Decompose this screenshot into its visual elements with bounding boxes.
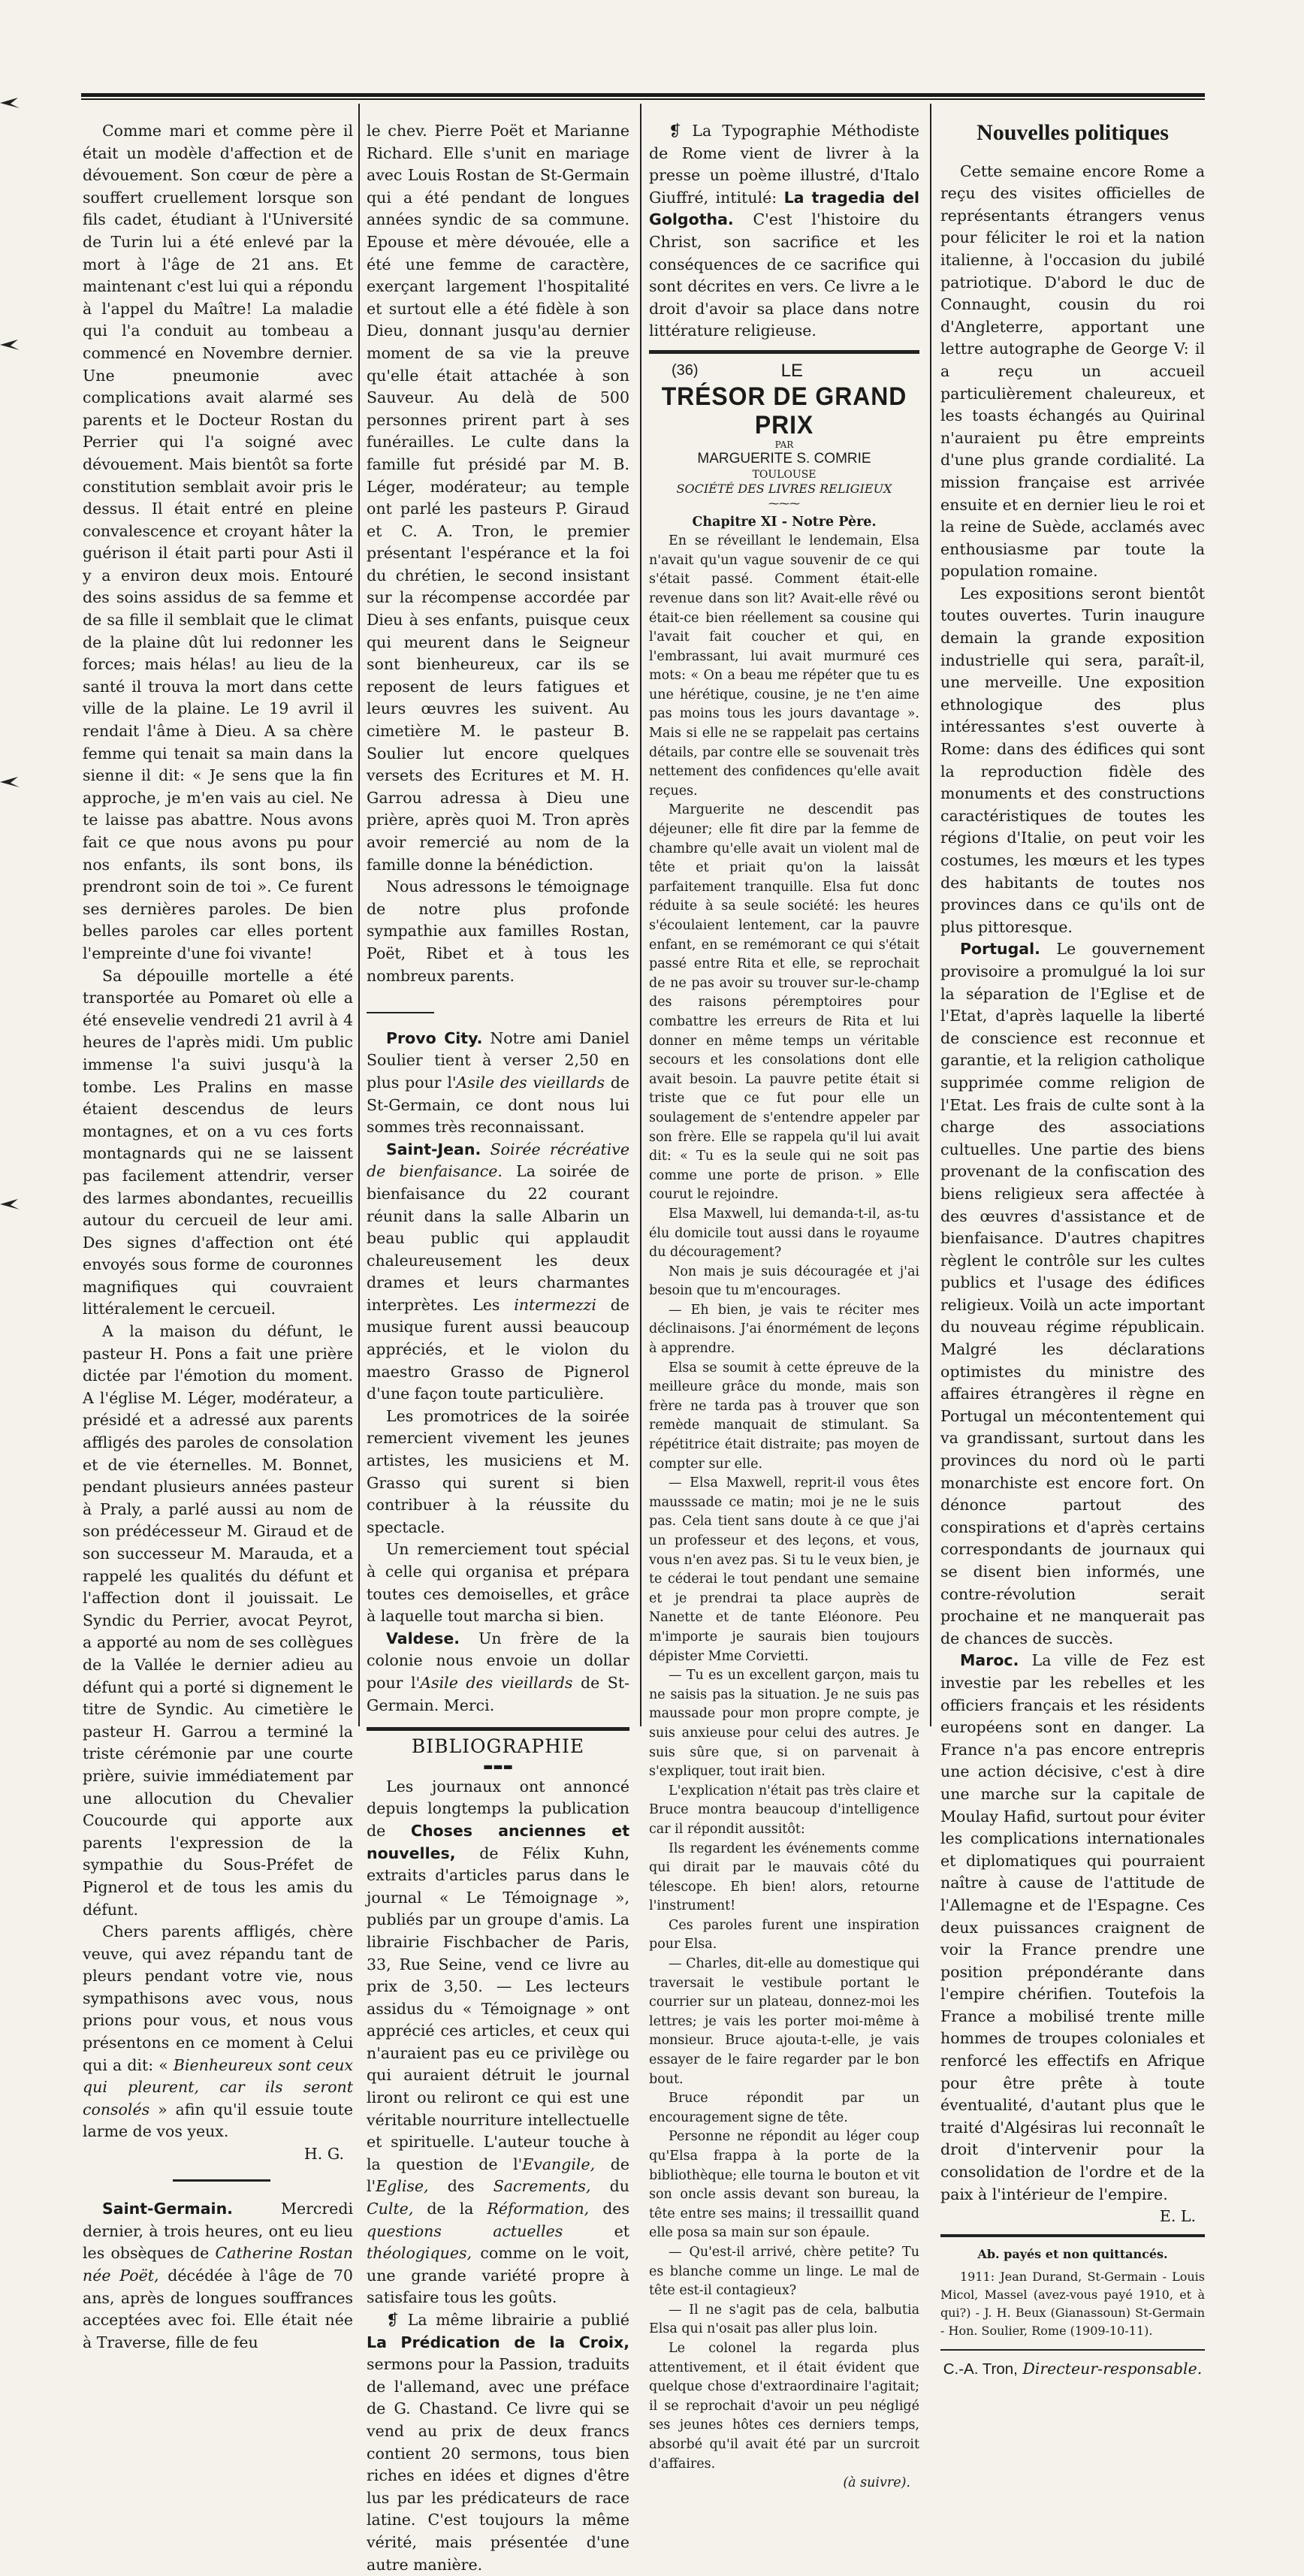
to-be-continued: (à suivre). (843, 2475, 910, 2491)
byline-par: PAR (774, 439, 794, 450)
text-italic: questions actuelles (367, 2221, 563, 2240)
text-italic: Asile des vieillards (420, 1673, 573, 1692)
text-italic: Evangile, (522, 2155, 596, 2173)
column-divider (358, 104, 360, 1726)
serial-paragraph: En se réveillant le lendemain, Elsa n'avait qu'un vague souvenir de ce qui s'était passé. Comment était-elle revenue dans son lit? Avait-elle rêvé ou était-ce bien réellement sa cousine qui l'avait fait coucher et qui, en l'embrassant, lui avait murmuré ces mots: « On a beau me répéter que tu es une hérétique, cousine, je ne t'en aime pas moins tous les jours davantage ». Mais si elle ne se rappelait pas certains détails, par contre elle se souvenait très nettement des confidences qu'elle avait reçues. (649, 533, 919, 799)
text-run: Les journaux ont annoncé depuis longtemps la publication de (367, 1777, 629, 1840)
director-role: Directeur-responsable. (1022, 2360, 1203, 2378)
text-italic: Eglise, (376, 2177, 429, 2196)
serial-paragraph: — Eh bien, je vais te réciter mes déclinaisons. J'ai énormément de leçons à apprendre. (649, 1302, 919, 1357)
text-italic: Culte, (367, 2200, 414, 2218)
director-name: C.-A. Tron, (943, 2360, 1018, 2378)
text-run: Notre ami Daniel Soulier tient à verser 2,50 en plus pour l' (367, 1028, 629, 1092)
serial-paragraph: Le colonel la regarda plus attentivement, et il était évident que quelque chose d'extraordinaire l'agitait; il se reprochait d'avoir un peu négligé ses jeunes hôtes ces derniers temps, absorbé qu'il avait été par un surcroit d'affaires. (649, 2340, 919, 2472)
serial-article: LE (780, 360, 803, 381)
serial-paragraph: — Charles, dit-elle au domestique qui traversait le vestibule portant le courrier sur un plateau, donnez-moi les lettres; je vais les porter moi-même à monsieur. Bruce ajouta-t-elle, je vais essayer de le faire regarder par le bon bout. (649, 1956, 919, 2087)
section-rule (940, 2234, 1205, 2237)
text-run: La ville de Fez est investie par les rebelles et les officiers français et les résidents européens sont en danger. La France n'a pas encore entrepris une action décisive, c'est à dire une marche sur la capitale de Moulay Hafid, surtout pour éviter les complications internationales et diplomatiques qui pourraient naître à cause de l'attitude de l'Allemagne et de l'Espagne. Ces deux puissances craignent de voir la France prendre une position prépondérante dans l'empire chérifien. Toutefois la France a mobilisé trente mille hommes de troupes coloniales et renforcé les effectifs en Afrique pour être prête à toute éventualité, d'autant plus que le traité d'Algésiras lui reconnaît le droit d'intervenir pour la consolidation de l'ordre et de la paix à l'intérieur de l'empire. (940, 1651, 1205, 2203)
serial-paragraph: Personne ne répondit au léger coup qu'Elsa frappa à la porte de la bibliothèque; elle tourna le bouton et vit son oncle assis devant son bureau, la tête entre ses mains; il tressaillit quand elle posa sa main sur son épaule. (649, 2129, 919, 2241)
serial-paragraph: Bruce répondit par un encouragement signe de tête. (649, 2091, 919, 2125)
event-title: Soirée récréative de bienfaisance. (367, 1140, 629, 1181)
serial-header (672, 360, 803, 382)
section-title: Nouvelles politiques (976, 120, 1169, 145)
binding-mark-icon (0, 1196, 23, 1213)
serial-paragraph: — Elsa Maxwell, reprit-il vous êtes mausssade ce matin; moi je ne le suis pas. Cela tient sans doute à ce que j'ai un professeur et des leçons, et vous, vous n'en avez pas. Si tu le veux bien, je te céderai le tout pendant une semaine et je prendrai ta place auprès de Nanette et de tante Eléonore. Peu m'importe je saurais bien toujours dépister Mme Corvietti. (649, 1475, 919, 1664)
text-run: de l' (367, 2155, 629, 2196)
text-italic: théologiques, (367, 2244, 472, 2263)
news-paragraph: Cette semaine encore Rome a reçu des visites officielles de représentants étrangers venus pour féliciter le roi et la nation italienne, à l'occasion du jubilé patriotique. D'abord le duc de Connaught, cousin du roi d'Angleterre, apportant une lettre autographe de George V: il a reçu un accueil particulièrement chaleureux, et les toasts échangés au Quirinal n'auraient pu être empreints d'une plus grande cordialité. La mission française est arrivée ensuite et en dernier lieu le roi et la reine de Suède, acclamés avec enthousiasme par toute la population romaine. (940, 162, 1205, 581)
news-item (83, 2198, 353, 2354)
text-run: des (447, 2177, 475, 2196)
place-label: Saint-Jean. (386, 1140, 481, 1158)
place-label: Provo City. (386, 1028, 483, 1047)
text-run: C'est l'histoire du Christ, son sacrifice et les conséquences de ce sacrifice qui sont décrites en vers. Ce livre a le droit d'avoir sa place dans notre littérature religieuse. (649, 210, 919, 340)
text-run: La même librairie a publié (407, 2311, 629, 2329)
place-label: Valdese. (386, 1629, 460, 1647)
obituary-paragraph (83, 1921, 353, 2143)
country-label: Portugal. (960, 940, 1040, 959)
serial-paragraph: Elsa se soumit à cette épreuve de la meilleure grâce du monde, mais son frère ne tarda pas à trouver que son remède manquait de stimulant. Sa répétitrice était distraite; pas moyen de compter sur elle. (649, 1360, 919, 1472)
paragraph-mark-icon: ❡ (386, 2311, 400, 2329)
text-italic: Asile des vieillards (456, 1073, 605, 1092)
country-label: Maroc. (960, 1651, 1019, 1670)
obituary-paragraph: A la maison du défunt, le pasteur H. Pons a fait une prière dictée par l'émotion du moment. A l'église M. Léger, modérateur, a présidé et a adressé aux parents affligés des paroles de consolation et de vie éternelles. M. Bonnet, pendant plusieurs années pasteur à Praly, a parlé aussi au nom de son prédécesseur M. Giraud et de son successeur M. Marauda, et a rappelé les qualités du défunt et l'affection dont il jouissait. Le Syndic du Perrier, avocat Peyrot, a apporté au nom de ses collègues de la Vallée le dernier adieu au défunt qui a porté si dignement le titre de Syndic. Au cimetière le pasteur H. Garrou a terminé la triste cérémonie par une courte prière, suivie immédiatement par une allocution du Chevalier Coucourde qui apporte aux parents l'expression de la sympathie du Sous-Préfet de Pignerol et de tous les amis du défunt. (83, 1322, 353, 1919)
place-label: Saint-Germain. (102, 2200, 233, 2218)
serial-paragraph: — Il ne s'agit pas de cela, balbutia Elsa qui n'osait pas aller plus loin. (649, 2302, 919, 2337)
ornament-divider: ⁓⁓⁓ (768, 497, 800, 510)
obituary-paragraph: Sa dépouille mortelle a été transportée au Pomaret où elle a été ensevelie vendredi 21 avril à 4 heures de l'après midi. Um public immense l'a suivi jusqu'à la tombe. Les Pralins en masse étaient descendus de leurs montagnes, et on a vu ces forts montagnards qui ne se laissent pas facilement attendrir, verser des larmes abondantes, recueillis autour du cercueil de leur ami. Des signes d'affection ont été envoyés sous forme de couronnes magnifiques qui couvraient littéralement le cercueil. (83, 966, 353, 1318)
obituary-paragraph: Comme mari et comme père il était un modèle d'affection et de dévouement. Son cœur de père a souffert cruellement lorsque son fils cadet, étudiant à l'Université de Turin lui a été enlevé par la mort à l'âge de 21 ans. Et maintenant c'est lui qui a répondu à l'appel du Maître! La maladie qui l'a conduit au tombeau a commencé en Novembre dernier. Une pneumonie avec complications avait alarmé ses parents et le Docteur Rostan du Perrier qui l'a soigné avec dévouement. Mais bientôt sa forte constitution semblait avoir pris le dessus. Il était entré en pleine convalescence et croyant hâter la guérison il était parti pour Asti il y a environ deux mois. Entouré des soins assidus de sa femme et de sa fille il semblait que le climat de la plaine dût lui redonner les forces; mais hélas! au lieu de la santé il trouva la mort dans cette ville de la plaine. Le 19 avril il rendait l'âme à Dieu. A sa chère femme qui tenait sa main dans la sienne il dit: « Je sens que la fin approche, je m'en vais au ciel. Ne te laisse pas abattre. Nous avons fait ce que nous avons pu pour nos enfants, ils sont bons, ils prendront soin de toi ». Ce furent ses dernières paroles. De bien belles paroles car elles portent l'empreinte d'une foi vivante! (83, 122, 353, 962)
paragraph-mark-icon: ❡ (669, 122, 682, 140)
signature: E. L. (1159, 2207, 1196, 2226)
director-line (940, 2358, 1205, 2381)
column-4 (940, 120, 1205, 2381)
text-run: La soirée de bienfaisance du 22 courant réunit dans la salle Albarin un beau public qui applaudit chaleureusement les deux drames et leurs charmantes interprètes. Les (367, 1162, 629, 1314)
serial-city: TOULOUSE (752, 468, 817, 481)
text-run: de musique furent aussi beaucoup appréciés, et le violon du maestro Grasso de Pignerol d'une façon toute particulière. (367, 1295, 629, 1403)
serial-paragraph: Marguerite ne descendit pas déjeuner; elle fit dire par la femme de chambre qu'elle avait un violent mal de tête et priait qu'on la laissât parfaitement tranquille. Elsa fut donc réduite à sa seule société: les heures s'écoulaient lentement, car la pauvre enfant, en se remémorant ce qui s'était passé entre Rita et elle, se reprochait de ne pas avoir su trouver sur-le-champ des raisons péremptoires pour combattre les erreurs de Rita et lui donner en même temps un véritable secours et les consolations dont elle avait besoin. La pauvre petite était si triste que ce fut pour elle un soulagement de s'entendre appeler par son frère. Elle se rappela qu'il lui avait dit: « Tu es la seule qui ne soit pas comme une porte de prison. » Elle courut le rejoindre. (649, 802, 919, 1203)
serial-paragraph: Ces paroles furent une inspiration pour Elsa. (649, 1917, 919, 1952)
column-divider (640, 104, 641, 1726)
bibliography-paragraph (649, 120, 919, 343)
bibliography-heading: BIBLIOGRAPHIE (411, 1735, 585, 1758)
text-run: des (602, 2200, 629, 2218)
top-rule-thin (81, 98, 1205, 100)
binding-mark-icon (0, 774, 23, 790)
book-title: Choses anciennes et nouvelles, (367, 1821, 629, 1862)
text-italic: Réformation, (487, 2200, 590, 2218)
serial-paragraph: L'explication n'était pas très claire et Bruce montra beaucoup d'intelligence car il répondit aussitôt: (649, 1783, 919, 1837)
chapter-heading: Chapitre XI - Notre Père. (692, 514, 877, 530)
bibliography-paragraph (367, 1776, 629, 2309)
text-run: comme on le voit, une grande variété propre à satisfaire tous les goûts. (367, 2244, 629, 2307)
section-separator (173, 2169, 353, 2191)
book-title: La Prédication de la Croix, (367, 2333, 629, 2351)
text-run: La Typographie Méthodiste de Rome vient de livrer à la presse un poème illustré, d'Italo Giuffré, intitulé: (649, 122, 919, 207)
news-paragraph: Les expositions seront bientôt toutes ouvertes. Turin inaugure demain la grande exposition industrielle qui sera, paraît-il, une merveille. Une exposition ethnologique des plus intéressantes s'est ouverte à Rome: dans des édifices qui sont la reproduction fidèle des monuments et des constructions caractéristiques de toutes les régions d'Italie, on peut voir les costumes, les mœurs et les types des habitants de toutes nos provinces dans ce qu'ils ont de plus pittoresque. (940, 584, 1205, 936)
text-run: Le gouvernement provisoire a promulgué la loi sur la séparation de l'Eglise et de l'Etat, d'après laquelle la liberté de conscience est reconnue et garantie, et la religion catholique supprimée comme religion de l'Etat. Les frais de culte sont à la charge des associations cultuelles. Une partie des biens provenant de la confiscation des biens religieux sera affectée à des œuvres d'assistance et de bienfaisance. D'autres chapitres règlent le contrôle sur les cultes publics et l'usage des édifices religieux. Voilà un acte important du nouveau régime républicain. Malgré les déclarations optimistes du ministre des affaires étrangères il règne en Portugal un mécontentement qui va grandissant, surtout dans les provinces du nord où le parti monarchiste est encore fort. On dénonce partout des conspirations et d'après certains correspondants de journaux qui se disent bien informés, une contre-révolution serait prochaine et ne manquerait pas de chances de succès. (940, 940, 1205, 1647)
news-paragraph: Un remerciement tout spécial à celle qui organisa et prépara toutes ces demoiselles, et grâce à laquelle tout marcha si bien. (367, 1540, 629, 1626)
text-italic: Sacrements, (493, 2177, 591, 2196)
section-rule (367, 1727, 629, 1731)
news-item (367, 1628, 629, 1717)
news-item (367, 1139, 629, 1406)
column-3 (649, 120, 919, 2493)
binding-mark-icon (0, 95, 23, 111)
text-italic: intermezzi (514, 1295, 596, 1314)
serial-author: MARGUERITE S. COMRIE (697, 450, 871, 467)
serial-paragraph: Elsa Maxwell, lui demanda-t-il, as-tu élu domicile tout aussi dans le royaume du découragement? (649, 1206, 919, 1261)
serial-publisher: SOCIÉTÉ DES LIVRES RELIGIEUX (676, 481, 892, 496)
text-run: décédée à l'âge de 70 ans, après de longues souffrances acceptées avec foi. Elle était née à Traverse, fille de feu (83, 2266, 353, 2351)
ornament-divider: ▬▬▬ (483, 1760, 513, 1773)
text-run: » afin qu'il essuie toute larme de vos yeux. (83, 2100, 353, 2141)
news-item (940, 938, 1205, 1650)
serial-number: (36) (672, 361, 699, 379)
serial-title: TRÉSOR DE GRAND PRIX (661, 382, 907, 439)
text-run: de Félix Kuhn, extraits d'articles parus dans le journal « Le Témoignage », publiés par un groupe d'amis. La librairie Fischbacher de Paris, 33, Rue Seine, vend ce livre au prix de 3,50. — Les lecteurs assidus du « Témoignage » ont apprécié ces articles, et ceux qui n'auraient pas eu ce privilège ou qui auraient détruit le journal liront ou reliront ce qui est une véritable nourriture intellectuelle et spirituelle. L'auteur touche à la question de l' (367, 1844, 629, 2173)
text-run: Un frère de la colonie nous envoie un dollar pour l' (367, 1629, 629, 1692)
text-run: du (609, 2177, 629, 2196)
signature: H. G. (303, 2145, 344, 2164)
subscriptions-title: Ab. payés et non quittancés. (977, 2246, 1168, 2261)
serial-paragraph: — Tu es un excellent garçon, mais tu ne saisis pas la situation. Je ne suis pas maussade pour mon propre compte, je suis anxieuse pour celui des autres. Je suis sûre que, si on parvenait à s'expliquer, tout irait bien. (649, 1668, 919, 1780)
bibliography-paragraph (367, 2309, 629, 2576)
text-run: sermons pour la Passion, traduits de l'allemand, avec une préface de G. Chastand. Ce livre qui se vend au prix de deux francs contient 20 sermons, tous bien riches en idées et dignes d'être lus par les prédicateurs de race latine. C'est toujours la même vérité, mais présentée d'une autre manière. (367, 2355, 629, 2574)
text-run: Chers parents affligés, chère veuve, qui avez répandu tant de pleurs pendant votre vie, nous sympathisons avec vous, nous prions pour vous, et nous vous présentons en ce moment à Celui qui a dit: « (83, 1922, 353, 2074)
text-run: de St-Germain, ce dont nous lui sommes très reconnaissant. (367, 1073, 629, 1137)
column-divider (930, 104, 931, 1726)
text-run: de St-Germain. Merci. (367, 1673, 629, 1714)
obituary-paragraph: le chev. Pierre Poët et Marianne Richard. Elle s'unit en mariage avec Louis Rostan de St-Germain qui a été pendant de longues années syndic de sa commune. Epouse et mère dévouée, elle a été une femme de caractère, exerçant largement l'hospitalité et surtout elle a été fidèle à son Dieu, donnant jusqu'au dernier moment de sa vie la preuve qu'elle était attachée à son Sauveur. Au delà de 500 personnes prirent part à ses funérailles. Le culte dans la famille fut présidé par M. B. Léger, modérateur; au temple ont parlé les pasteurs P. Giraud et C. A. Tron, le premier présentant l'espérance et la foi du chrétien, le second insistant sur la récompense accordée par Dieu à ses enfants, puisque ceux qui meurent dans le Seigneur sont bienheureux, car ils se reposent de leurs fatigues et leurs œuvres les suivent. Au cimetière M. le pasteur B. Soulier lut encore quelques versets des Ecritures et M. H. Garrou adressa à Dieu une prière, après quoi M. Tron après avoir remercié au nom de la famille donne la bénédiction. (367, 122, 629, 874)
text-run: Mercredi dernier, à trois heures, ont eu lieu les obsèques de (83, 2200, 353, 2263)
obituary-paragraph: Nous adressons le témoignage de notre plus profonde sympathie aux familles Rostan, Poët, Ribet et à tous les nombreux parents. (367, 877, 629, 985)
top-rule (81, 93, 1205, 97)
subscriptions-list: 1911: Jean Durand, St-Germain - Louis Micol, Massel (avez-vous payé 1910, et à qui?) - J. H. Beux (Gianassoun) St-Germain - Hon. Soulier, Rome (1909-10-11). (940, 2269, 1205, 2339)
quote-italic: Bienheureux sont ceux qui pleurent, car ils seront consolés (83, 2055, 353, 2118)
section-rule (649, 350, 919, 354)
binding-mark-icon (0, 337, 23, 353)
serial-paragraph: — Qu'est-il arrivé, chère petite? Tu es blanche comme un linge. Le mal de tête est-il contagieux? (649, 2244, 919, 2299)
news-paragraph: Les promotrices de la soirée remercient vivement les jeunes artistes, les musiciens et M. Grasso qui surent si bien contribuer à la réussite du spectacle. (367, 1406, 629, 1536)
news-item (367, 1028, 629, 1139)
section-rule (940, 2349, 1205, 2351)
text-run: et (614, 2221, 629, 2240)
serial-paragraph: Ils regardent les événements comme qui dirait par le mauvais côté du télescope. Eh bien! alors, retourne l'instrument! (649, 1841, 919, 1914)
book-title: La tragedia del Golgotha. (649, 188, 919, 229)
column-2 (367, 120, 629, 2576)
serial-paragraph: Non mais je suis découragée et j'ai besoin que tu m'encourages. (649, 1264, 919, 1299)
section-separator (367, 1001, 629, 1023)
text-run: de la (427, 2200, 474, 2218)
column-1 (83, 120, 353, 2354)
news-item (940, 1650, 1205, 2206)
name-italic: Catherine Rostan née Poët, (83, 2244, 353, 2285)
